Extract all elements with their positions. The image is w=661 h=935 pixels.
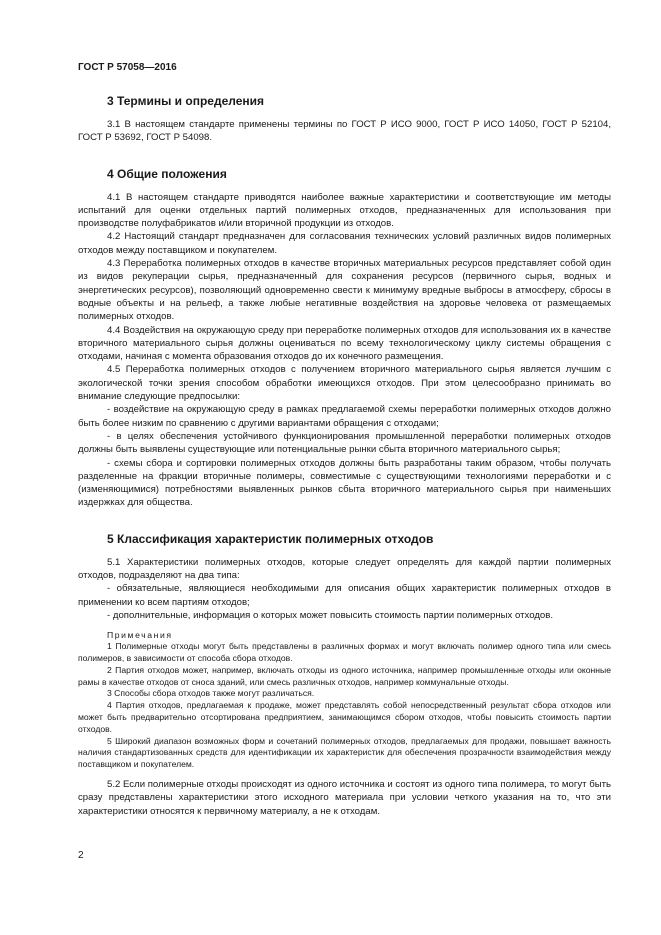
note-2: 2 Партия отходов может, например, включать отходы из одного источника, например промышленные отходы или оконные рамы в качестве отходов от сноса зданий, или смесь различных отходов, например коммунальные отходы. — [78, 664, 611, 687]
document-id: ГОСТ Р 57058—2016 — [78, 62, 177, 73]
bullet-5-1-1: - обязательные, являющиеся необходимыми для описания общих характеристик полимерных отходов в применении ко всем партиям отходов; — [78, 583, 611, 608]
paragraph-4-3: 4.3 Переработка полимерных отходов в качестве вторичных материальных ресурсов представляет собой один из видов рекуперации сырья, предназначенный для сохранения ресурсов (первичного сырья, водных и энергетических ресурсов), позволяющий одновременно свести к минимуму вредные выбросы в атмосферу, сбросы в водные объекты и на рельеф, а также любые негативные воздействия на здоровье человека от размещаемых полимерных отходов. — [78, 258, 611, 323]
note-4: 4 Партия отходов, предлагаемая к продаже, может представлять собой непосредственный результат сбора отходов или может быть предварительно отсортирована предприятием, занимающимся сбором отходов, чтобы повысить стоимость партии отходов. — [78, 700, 611, 734]
paragraph-5-1: 5.1 Характеристики полимерных отходов, которые следует определять для каждой партии полимерных отходов, подразделяют на два типа: — [78, 556, 611, 582]
notes-title: Примечания — [107, 630, 173, 641]
section-3-title: 3 Термины и определения — [107, 94, 265, 108]
note-3: 3 Способы сбора отходов также могут различаться. — [107, 688, 315, 699]
paragraph-5-2: 5.2 Если полимерные отходы происходят из одного источника и состоят из одного типа полимера, то могут быть сразу представлены характеристики этого исходного материала при условии четкого указания на то, что эти характеристики относятся к первичному материалу, а не к отходам. — [78, 778, 611, 817]
section-4-title: 4 Общие положения — [107, 166, 227, 181]
bullet-4-5-1: - воздействие на окружающую среду в рамках предлагаемой схемы переработки полимерных отходов должно быть более низким по сравнению с другими вариантами обращения с отходами; — [78, 404, 611, 429]
bullet-5-1-2: - дополнительные, информация о которых может повысить стоимость партии полимерных отходов. — [107, 609, 554, 621]
note-5: 5 Широкий диапазон возможных форм и сочетаний полимерных отходов, предлагаемых для продажи, повышает важность наличия стандартизованных средств для идентификации их характеристик для обеспечения прозрачности взаимодействия между поставщиком и покупателем. — [78, 735, 611, 770]
paragraph-4-2: 4.2 Настоящий стандарт предназначен для согласования технических условий различных видов полимерных отходов между поставщиком и покупателем. — [78, 231, 611, 256]
paragraph-3-1: 3.1 В настоящем стандарте применены термины по ГОСТ Р ИСО 9000, ГОСТ Р ИСО 14050, ГОСТ Р 52104, ГОСТ Р 53692, ГОСТ Р 54098. — [78, 119, 611, 144]
section-5-title: 5 Классификация характеристик полимерных отходов — [107, 531, 434, 546]
page-content — [78, 94, 611, 818]
page-number: 2 — [78, 850, 84, 861]
bullet-4-5-2: - в целях обеспечения устойчивого функционирования промышленной переработки полимерных отходов должны быть выявлены существующие или потенциальные рынки сбыта вторичного материального сырья; — [78, 430, 611, 456]
paragraph-4-1: 4.1 В настоящем стандарте приводятся наиболее важные характеристики и соответствующие им методы испытаний для оценки отдельных партий полимерных отходов, предназначенных для использования при производстве полуфабрикатов и/или вторичной продукции из отходов. — [78, 191, 611, 230]
bullet-4-5-3: - схемы сбора и сортировки полимерных отходов должны быть разработаны таким образом, чтобы получать разделенные на фракции вторичные полимеры, совместимые с существующими технологиями переработки и с (изменяющимися) потребностями выявленных рынков сбыта вторичного материального сырья при наименьших издержках для общества. — [78, 457, 611, 509]
paragraph-4-5: 4.5 Переработка полимерных отходов с получением вторичного материального сырья является лучшим с экологической точки зрения способом обработки имеющихся отходов. При этом целесообразно принимать во внимание следующие предпосылки: — [78, 364, 611, 403]
paragraph-4-4: 4.4 Воздействия на окружающую среду при переработке полимерных отходов для использования их в качестве вторичного материального сырья должны оцениваться по всему технологическому циклу системы обращения с отходами, начиная с момента образования отходов до их конечного размещения. — [78, 324, 611, 363]
note-1: 1 Полимерные отходы могут быть представлены в различных формах и могут включать полимер одного типа или смесь полимеров, в зависимости от способа сбора отходов. — [78, 641, 611, 663]
